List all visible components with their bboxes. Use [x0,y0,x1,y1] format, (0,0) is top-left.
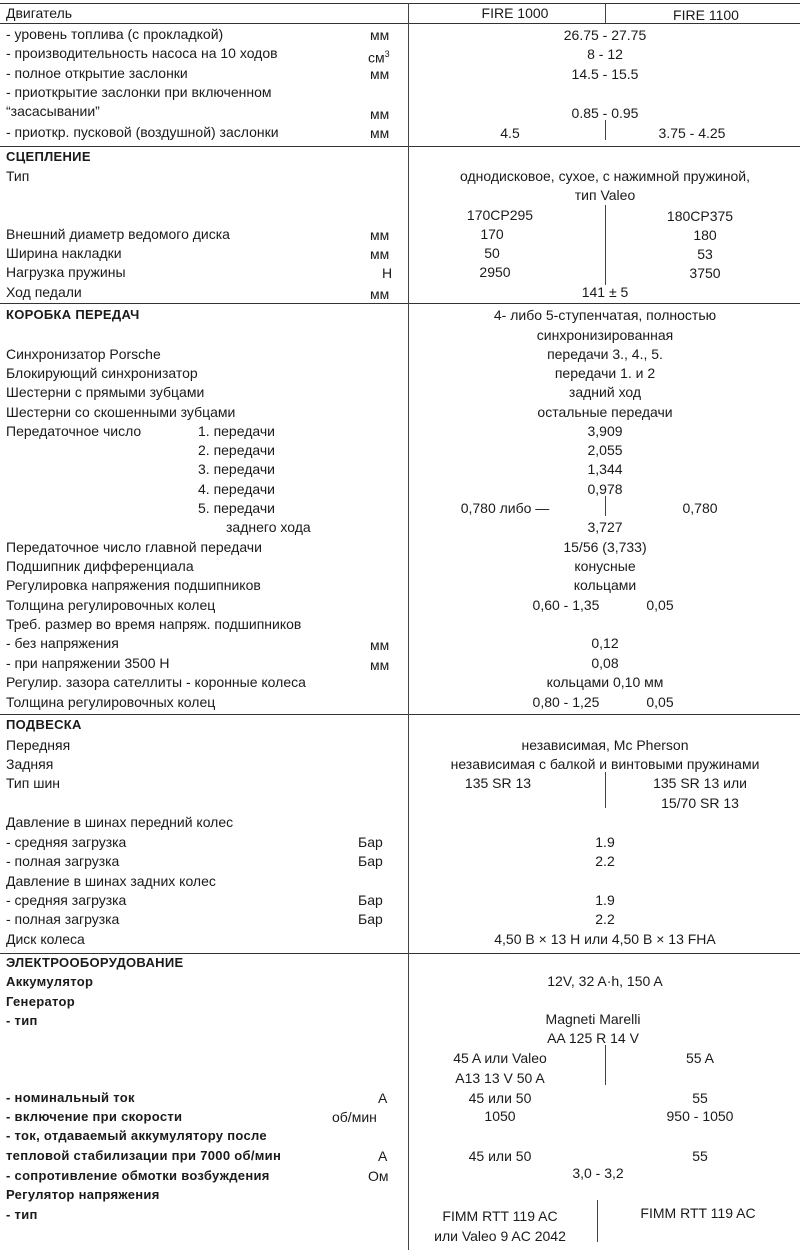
value: 45 A или Valeo [453,1050,547,1066]
value: 0,12 [591,635,619,651]
value: FIMM RTT 119 AC [640,1205,756,1221]
value: 0,08 [591,655,619,671]
value: 0,05 [646,597,674,613]
label: - тип [6,1207,38,1222]
section-rule-electrical [0,953,800,954]
label: Ход педали [6,284,82,300]
unit: A [378,1148,388,1164]
label: Генератор [6,994,75,1009]
value: 950 - 1050 [666,1108,734,1124]
value: AA 125 R 14 V [547,1030,639,1046]
label: Регулир. зазора сателлиты - коронные колеса [6,674,306,690]
value: 0,60 - 1,35 [532,597,600,613]
unit: Бар [358,892,383,908]
label: - включение при скорости [6,1109,183,1124]
value-divider [605,496,606,516]
label: Аккумулятор [6,974,94,989]
value: 0,05 [646,694,674,710]
value: 53 [697,246,713,262]
label: - сопротивление обмотки возбуждения [6,1168,270,1183]
value: 55 [692,1090,708,1106]
value: 45 или 50 [468,1148,532,1164]
label: Передаточное число главной передачи [6,539,262,555]
value: кольцами [573,577,637,593]
value: 3.75 - 4.25 [658,125,726,141]
value: 45 или 50 [468,1090,532,1106]
unit [368,46,390,66]
label: - при напряжении 3500 Н [6,655,170,671]
unit: мм [370,246,390,262]
value: 2.2 [595,911,615,927]
column-divider [408,3,409,1250]
label: Передняя [6,737,71,753]
unit: мм [370,637,390,653]
label: - без напряжения [6,635,119,651]
value: FIMM RTT 119 AC [442,1208,558,1224]
value: остальные передачи [537,404,673,420]
label: Подшипник дифференциала [6,558,194,574]
value: 1.9 [595,892,615,908]
engine-heading: Двигатель [6,5,73,21]
section-rule-clutch [0,146,800,147]
value: 0.85 - 0.95 [571,105,639,121]
value: 1,344 [587,461,623,477]
label: Тип шин [6,775,61,791]
col-fire1100: FIRE 1100 [673,7,739,23]
label: - средняя загрузка [6,892,127,908]
section-title: КОРОБКА ПЕРЕДАЧ [6,307,140,322]
value: 26.75 - 27.75 [563,27,647,43]
value: задний ход [568,384,642,400]
value: передачи 1. и 2 [554,365,656,381]
label: - ток, отдаваемый аккумулятору после [6,1128,267,1143]
label: Толщина регулировочных колец [6,694,216,710]
value: тип Valeo [574,187,636,203]
label: Передаточное число [6,423,142,439]
label: - уровень топлива (с прокладкой) [6,26,224,42]
label: - номинальный ток [6,1090,135,1105]
value: 4- либо 5-ступенчатая, полностью [493,307,717,323]
value: 180CP375 [666,208,734,224]
value: 50 [484,245,500,261]
unit: Ом [368,1168,389,1184]
label: 4. передачи [198,481,275,497]
unit: об/мин [332,1109,377,1125]
value-divider [597,1200,598,1242]
value: 14.5 - 15.5 [571,66,639,82]
value: 55 [692,1148,708,1164]
label: Шестерни со скошенными зубцами [6,404,236,420]
value: кольцами 0,10 мм [546,674,664,690]
unit: мм [370,657,390,673]
unit: мм [370,125,390,141]
value: 55 A [685,1050,715,1066]
section-rule-gearbox [0,303,800,304]
value-divider [605,772,606,808]
value: 12V, 32 A·h, 150 A [547,973,663,989]
label: - полная загрузка [6,853,120,869]
label: Ширина накладки [6,245,122,261]
value: 2,055 [587,442,623,458]
value: 0,978 [587,481,623,497]
value: 15/56 (3,733) [563,539,647,555]
label: “засасывании” [6,103,100,119]
value: 135 SR 13 или [653,775,747,791]
value-divider [605,205,606,285]
value: 0,780 [682,500,718,516]
value: 4,50 B × 13 H или 4,50 B × 13 FHA [494,931,716,947]
section-rule-suspension [0,714,800,715]
label: Давление в шинах передний колес [6,814,234,830]
label: 1. передачи [198,423,275,439]
label: тепловой стабилизации при 7000 об/мин [6,1148,282,1163]
label: Давление в шинах задних колес [6,873,216,889]
value: независимая с балкой и винтовыми пружинами [450,756,760,772]
unit: A [378,1090,388,1106]
unit: Н [382,265,393,281]
label: Тип [6,168,30,184]
unit: Бар [358,853,383,869]
label: Диск колеса [6,931,85,947]
value: однодисковое, сухое, с нажимной пружиной, [460,168,750,184]
value: 180 [693,227,717,243]
label: Регулятор напряжения [6,1187,160,1202]
value: 3,727 [587,519,623,535]
unit: Бар [358,911,383,927]
label: - средняя загрузка [6,834,127,850]
unit: Бар [358,834,383,850]
value: 0,80 - 1,25 [532,694,600,710]
label: - полная загрузка [6,911,120,927]
label: 2. передачи [198,442,275,458]
section-title: ПОДВЕСКА [6,717,82,732]
label: - тип [6,1013,38,1028]
value: A13 13 V 50 A [455,1070,545,1086]
value: конусные [574,558,636,574]
value: синхронизированная [536,327,674,343]
label: Блокирующий синхронизатор [6,365,198,381]
value: независимая, Mc Pherson [521,737,689,753]
value: 1.9 [595,834,615,850]
label: Треб. размер во время напряж. подшипников [6,616,302,632]
label: - приоткр. пусковой (воздушной) заслонки [6,124,279,140]
label: 5. передачи [198,500,275,516]
value: 2950 [479,264,511,280]
value-divider [605,1045,606,1085]
value: 170CP295 [466,207,534,223]
value: 8 - 12 [587,46,623,62]
unit: мм [370,27,390,43]
value: 141 ± 5 [581,284,629,300]
unit: мм [370,106,390,122]
label: Толщина регулировочных колец [6,597,216,613]
value: передачи 3., 4., 5. [547,346,663,362]
unit-text: см [368,49,385,66]
value: 2.2 [595,853,615,869]
label: - производительность насоса на 10 ходов [6,45,278,61]
unit: мм [370,227,390,243]
value: 4.5 [500,125,520,141]
value-divider [605,120,606,140]
label: Задняя [6,756,54,772]
section-title: ЭЛЕКТРООБОРУДОВАНИЕ [6,955,184,970]
value: 170 [480,226,504,242]
label: Нагрузка пружины [6,264,126,280]
value: 1050 [484,1108,516,1124]
value: 3,909 [587,423,623,439]
value: 3750 [689,265,721,281]
label: - приоткрытие заслонки при включенном [6,84,272,100]
value: 0,780 либо — [460,500,550,516]
label: - полное открытие заслонки [6,65,188,81]
unit: мм [370,66,390,82]
label: Внешний диаметр ведомого диска [6,226,230,242]
value: 135 SR 13 [464,775,532,791]
value: 3,0 - 3,2 [572,1165,624,1181]
unit-sup: 3 [384,49,390,59]
top-rule [0,3,800,4]
section-title: СЦЕПЛЕНИЕ [6,149,91,164]
unit: мм [370,286,390,302]
value: Magneti Marelli [545,1011,641,1027]
value: или Valeo 9 AC 2042 [434,1228,566,1244]
label: заднего хода [226,519,311,535]
label: Синхронизатор Porsche [6,346,161,362]
label: 3. передачи [198,461,275,477]
label: Шестерни с прямыми зубцами [6,384,205,400]
label: Регулировка напряжения подшипников [6,577,261,593]
value: 15/70 SR 13 [661,795,739,811]
header-rule [0,23,800,24]
header-divider [605,3,606,23]
col-fire1000: FIRE 1000 [481,5,549,21]
